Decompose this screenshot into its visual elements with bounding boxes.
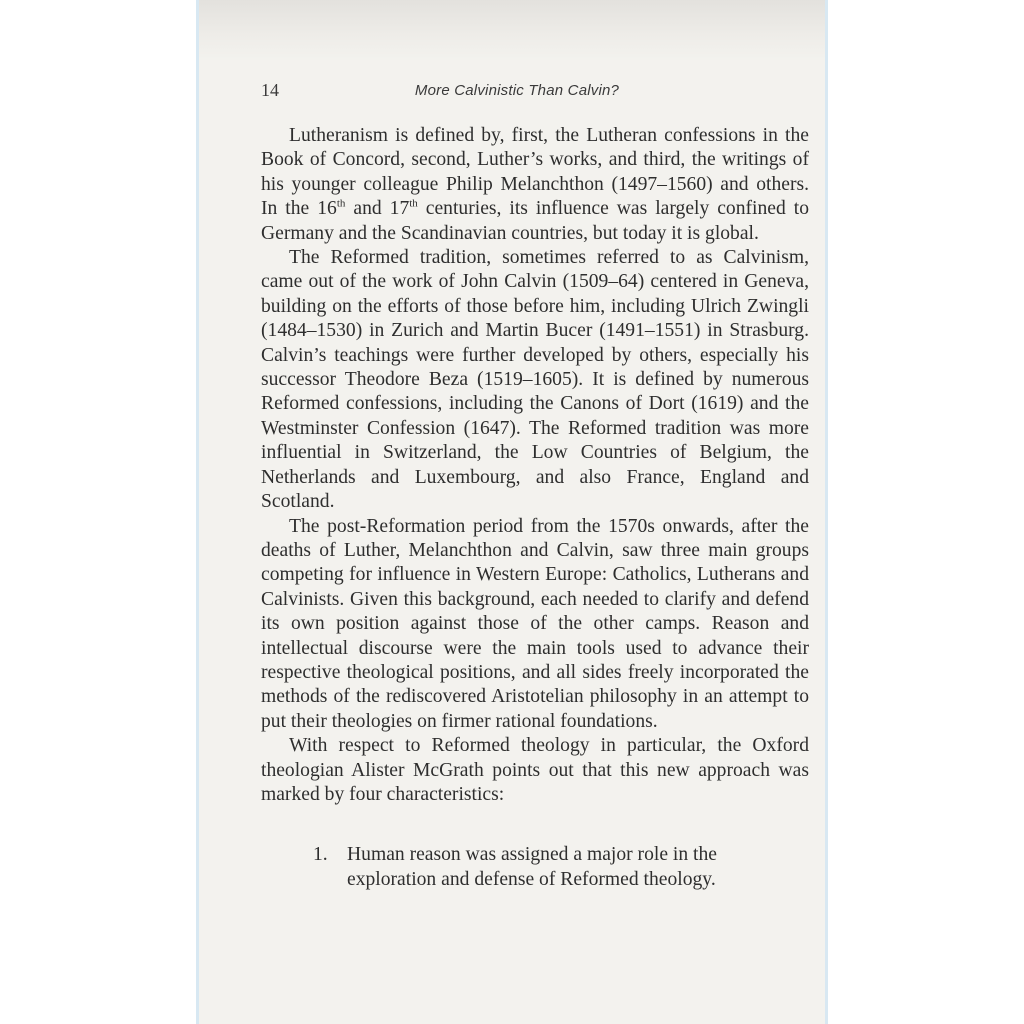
characteristics-list <box>261 843 809 892</box>
running-title: More Calvinistic Than Calvin? <box>414 82 620 99</box>
superscript-th: th <box>336 197 346 210</box>
list-item-number: 1. <box>313 844 328 866</box>
book-page <box>196 0 828 1024</box>
paragraph-reformed-tradition: The Reformed tradition, sometimes referred to as Calvinism, came out of the work of John Calvin (1509–64) centered in Geneva, building on the efforts of those before him, including Ulrich Zwingli (1484–1530) in Zurich and Martin Bucer (1491–1551) in Strasburg. Calvin’s teachings were further developed by others, especially his successor Theodore Beza (1519–1605). It is defined by numerous Reformed confessions, including the Canons of Dort (1619) and the Westminster Confession (1647). The Reformed tradition was more influential in Switzerland, the Low Countries of Belgium, the Netherlands and Luxembourg, and also France, England and Scotland. <box>261 247 809 513</box>
paragraph-lutheranism <box>261 124 809 246</box>
body-text <box>261 124 809 892</box>
list-item-text: Human reason was assigned a major role in the exploration and defense of Reformed theology. <box>347 844 717 890</box>
paragraph-text: Lutheranism is defined by, first, the Lutheran confessions in the Book of Concord, second, Luther’s works, and third, the writings of his younger colleague Philip Melanchthon (1497–1560) and others. In the 16 <box>261 125 809 220</box>
running-head <box>261 80 773 110</box>
paragraph-post-reformation: The post-Reformation period from the 1570s onwards, after the deaths of Luther, Melanchthon and Calvin, saw three main groups competing for influence in Western Europe: Catholics, Lutherans and Calvinists. Given this background, each needed to clarify and defend its own position against those of the other camps. Reason and intellectual discourse were the main tools used to advance their respective theological positions, and all sides freely incorporated the methods of the rediscovered Aristotelian philosophy in an attempt to put their theologies on firmer rational foundations. <box>261 515 809 732</box>
paragraph-text: and 17 <box>345 198 410 220</box>
superscript-th: th <box>409 197 418 210</box>
page-bleed-shadow <box>199 0 825 60</box>
list-item <box>261 843 809 892</box>
paragraph-text: centuries, its influence was largely confined to Germany and the Scandinavian countries, but today it is global. <box>261 198 810 244</box>
page-number: 14 <box>261 80 279 100</box>
paragraph-reformed-theology: With respect to Reformed theology in particular, the Oxford theologian Alister McGrath points out that this new approach was marked by four characteristics: <box>261 735 809 805</box>
